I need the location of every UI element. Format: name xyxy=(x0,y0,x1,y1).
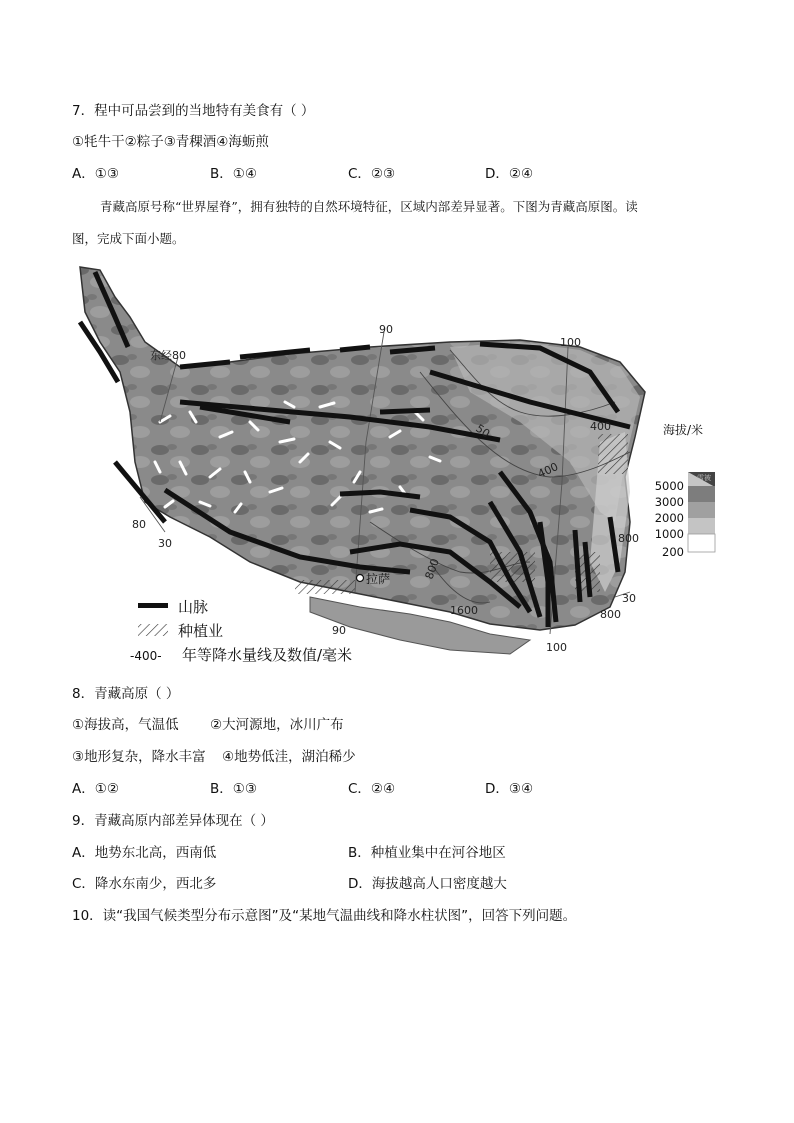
q9-option-a: A．地势东北高，西南低 xyxy=(72,845,217,861)
isohyet-label-800a: 800 xyxy=(618,532,639,545)
lon100-top-label: 100 xyxy=(560,336,581,349)
q7-option-d: D．②④ xyxy=(485,166,534,182)
lat30-right-label: 30 xyxy=(622,592,636,605)
intro-line-2: 图，完成下面小题。 xyxy=(72,231,185,246)
isohyet-label-800b: 800 xyxy=(422,556,443,582)
altitude-legend xyxy=(655,422,715,559)
q9-stem: 9．青藏高原内部差异体现在（ ） xyxy=(72,813,274,829)
lat30-left-label: 30 xyxy=(158,537,172,550)
q8-stem: 8．青藏高原（ ） xyxy=(72,686,180,702)
farming-legend-symbol xyxy=(138,624,168,636)
altitude-level-3000: 3000 xyxy=(654,495,684,509)
q8-option-c: C．②④ xyxy=(348,781,396,797)
altitude-level-2000: 2000 xyxy=(654,511,684,525)
isohyet-label-400a: 400 xyxy=(590,420,611,433)
isohyet-label-50: 50 xyxy=(473,421,493,441)
q8-item-3: ③地形复杂，降水丰富 xyxy=(72,749,206,765)
q8-item-2: ②大河源地，冰川广布 xyxy=(210,717,344,733)
lon90-top-label: 90 xyxy=(379,323,393,336)
lon100-bottom-label: 100 xyxy=(546,641,567,654)
q8-item-1: ①海拔高，气温低 xyxy=(72,717,179,733)
mountain-legend-label: 山脉 xyxy=(178,598,209,616)
lhasa-label: 拉萨 xyxy=(366,572,391,586)
isohyet-label-400b: 400 xyxy=(535,460,561,481)
q7-option-a: A．①③ xyxy=(72,166,119,182)
altitude-legend-snow: 雪被 xyxy=(697,474,711,482)
altitude-level-200: 200 xyxy=(662,545,684,559)
q9-option-b: B．种植业集中在河谷地区 xyxy=(348,845,506,861)
isohyet-legend-label: 年等降水量线及数值/毫米 xyxy=(182,646,353,664)
isohyet-label-800c: 800 xyxy=(600,608,621,621)
lon80-label: 东经80 xyxy=(150,349,186,362)
lon80-left-label: 80 xyxy=(132,518,146,531)
q8-option-d: D．③④ xyxy=(485,781,534,797)
lon90-bottom-label: 90 xyxy=(332,624,346,637)
intro-line-1: 青藏高原号称“世界屋脊”，拥有独特的自然环境特征，区域内部差异显著。下图为青藏高原图。读 xyxy=(100,199,638,214)
tibetan-plateau-map xyxy=(70,262,790,667)
q8-item-4: ④地势低洼，湖泊稀少 xyxy=(222,749,356,765)
q7-option-b: B．①④ xyxy=(210,166,257,182)
mountain-legend-symbol xyxy=(138,603,168,608)
altitude-level-5000: 5000 xyxy=(654,479,684,493)
q7-items: ①牦牛干②粽子③青稞酒④海蛎煎 xyxy=(72,134,269,150)
altitude-legend-title: 海拔/米 xyxy=(663,423,704,437)
altitude-level-1000: 1000 xyxy=(654,527,684,541)
q9-option-d: D．海拔越高人口密度越大 xyxy=(348,876,507,892)
isohyet-legend-symbol: -400- xyxy=(130,649,162,663)
q7-option-c: C．②③ xyxy=(348,166,396,182)
q7-stem: 7．程中可品尝到的当地特有美食有（ ） xyxy=(72,103,315,119)
lhasa-marker xyxy=(357,575,364,582)
farming-legend-label: 种植业 xyxy=(178,622,224,640)
isohyet-label-1600: 1600 xyxy=(450,604,478,617)
q8-option-a: A．①② xyxy=(72,781,119,797)
q9-option-c: C．降水东南少，西北多 xyxy=(72,876,217,892)
q10-stem: 10．读“我国气候类型分布示意图”及“某地气温曲线和降水柱状图”，回答下列问题。 xyxy=(72,908,577,924)
q8-option-b: B．①③ xyxy=(210,781,257,797)
